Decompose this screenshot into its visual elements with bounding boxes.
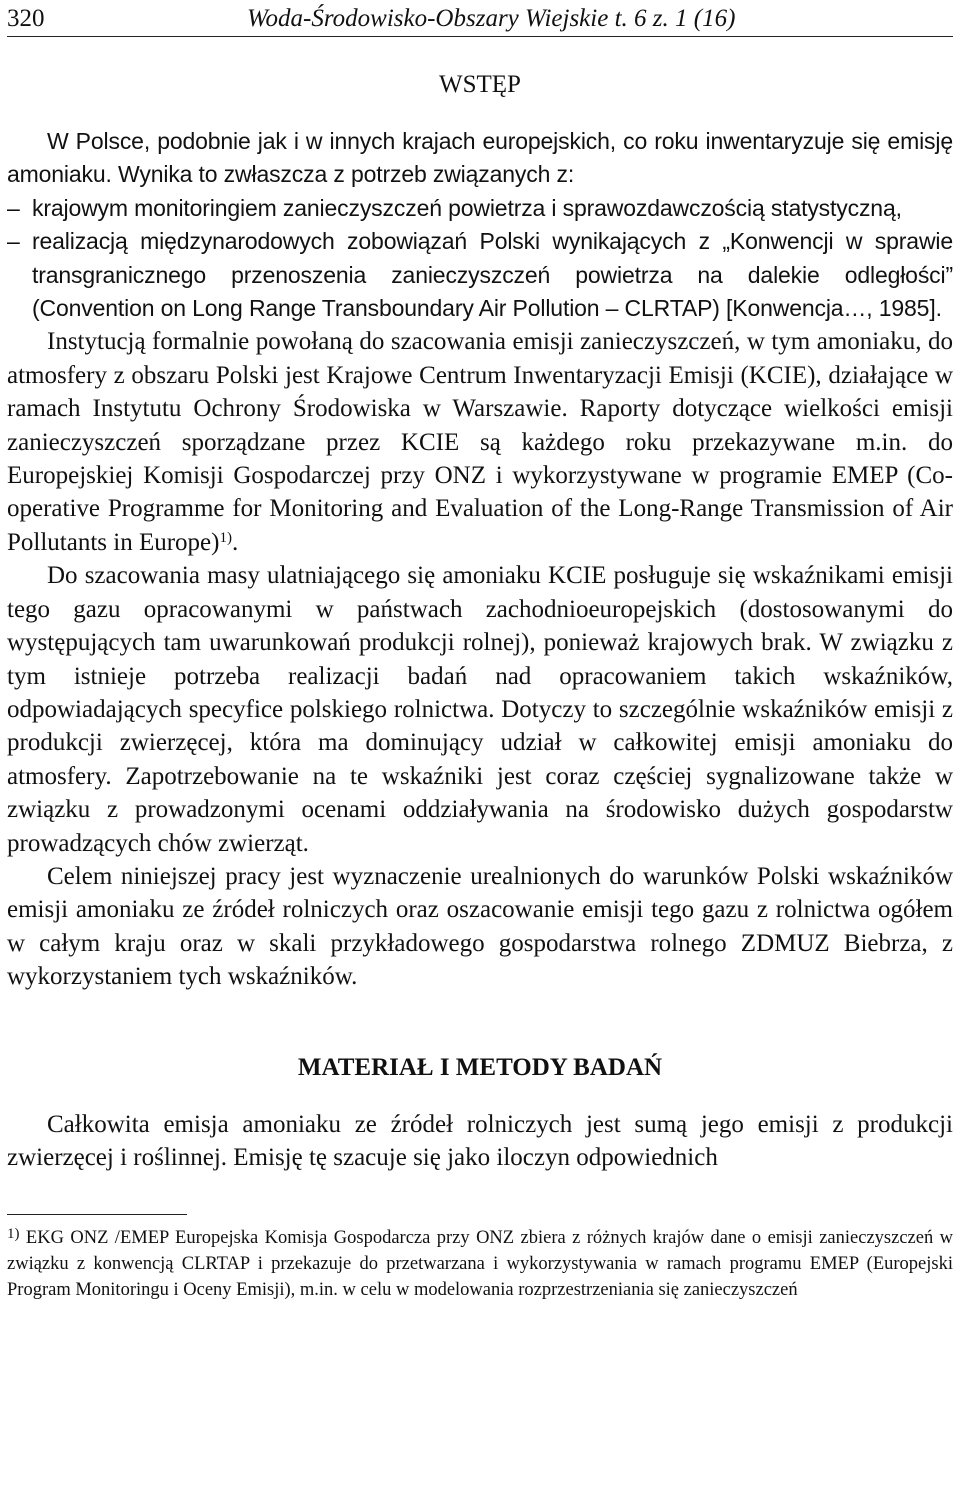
footnote-marker: 1) [7, 1226, 20, 1243]
bullet-text: krajowym monitoringiem zanieczyszczeń powietrza i sprawozdawczością statystyczną, [32, 194, 902, 221]
paragraph-text: Instytucją formalnie powołaną do szacowania emisji zanieczyszczeń, w tym amoniaku, do atmosfery z obszaru Polski jest Krajowe Centrum Inwentaryzacji Emisji (KCIE), działające w ramach Instytutu Ochrony Środowiska w Warszawie. Raporty dotyczące wielkości emisji zanieczyszczeń sporządzane przez KCIE są każdego roku przekazywane m.in. do Europejskiej Komisji Gospodarczej przy ONZ i wykorzystywane w programie EMEP (Co-operative Programme for Monitoring and Evaluation of the Long-Range Transmission of Air Pollutants in Europe) [7, 328, 953, 556]
intro-bullet-2 [7, 225, 953, 325]
paragraph-end: . [231, 528, 239, 556]
intro-heading: WSTĘP [439, 71, 521, 98]
intro-paragraph-3: Do szacowania masy ulatniającego się amoniaku KCIE posługuje się wskaźnikami emisji tego gazu opracowanymi w państwach zachodnioeuropejskich (dostosowanymi do występujących tam uwarunkowań produkcji rolnej), ponieważ krajowych brak. W związku z tym istnieje potrzeba realizacji badań nad opracowaniem takich wskaźników, odpowiadających specyfice polskiego rolnictwa. Dotyczy to szczególnie wskaźników emisji z produkcji zwierzęcej, która ma dominujący udział w całkowitej emisji amoniaku do atmosfery. Zapotrzebowanie na te wskaźniki jest coraz częściej sygnalizowane także w związku z prowadzonymi ocenami oddziaływania na środowisko dużych gospodarstw prowadzących chów zwierząt. [7, 562, 953, 857]
intro-paragraph-1: W Polsce, podobnie jak i w innych krajach europejskich, co roku inwentaryzuje się emisję amoniaku. Wynika to zwłaszcza z potrzeb związanych z: [7, 128, 953, 188]
journal-title: Woda-Środowisko-Obszary Wiejskie t. 6 z. 1 (16) [247, 5, 736, 32]
footnote-text: EKG ONZ /EMEP Europejska Komisja Gospodarcza przy ONZ zbiera z różnych krajów dane o emisji zanieczyszczeń w związku z konwencją CLRTAP i przekazuje do przetwarzana i wykorzystywania w ramach programu EMEP (Europejski Program Monitoringu i Oceny Emisji), m.in. w celu w modelowania rozprzestrzeniania się zanieczyszczeń [7, 1228, 953, 1301]
footnote-divider [7, 1214, 187, 1215]
footnote [7, 1225, 953, 1303]
methods-heading: MATERIAŁ I METODY BADAŃ [297, 1053, 663, 1081]
page-number: 320 [7, 5, 45, 32]
intro-paragraph-4: Celem niniejszej pracy jest wyznaczenie urealnionych do warunków Polski wskaźników emisji amoniaku ze źródeł rolniczych oraz oszacowanie emisji tego gazu z rolnictwa ogółem w całym kraju oraz w skali przykładowego gospodarstwa rolnego ZDMUZ Biebrza, z wykorzystaniem tych wskaźników. [7, 862, 953, 991]
footnote-ref: 1) [219, 529, 232, 546]
document-page [7, 0, 953, 1303]
dash-marker: – [7, 228, 20, 255]
methods-paragraph-1: Całkowita emisja amoniaku ze źródeł rolniczych jest sumą jego emisji z produkcji zwierzęcej i roślinnej. Emisję tę szacuje się jako iloczyn odpowiednich [7, 1110, 953, 1171]
running-header [7, 0, 953, 37]
section-spacer [7, 994, 953, 1020]
dash-marker: – [7, 194, 20, 221]
intro-bullet-1 [7, 192, 953, 225]
intro-paragraph-2 [7, 325, 953, 559]
bullet-text: realizacją międzynarodowych zobowiązań Polski wynikających z „Konwencji w sprawie transgranicznego przenoszenia zanieczyszczeń powietrza na dalekie odległości” (Convention on Long Range Transboundary Air Pollution – CLRTAP) [Konwencja…, 1985]. [32, 228, 953, 322]
